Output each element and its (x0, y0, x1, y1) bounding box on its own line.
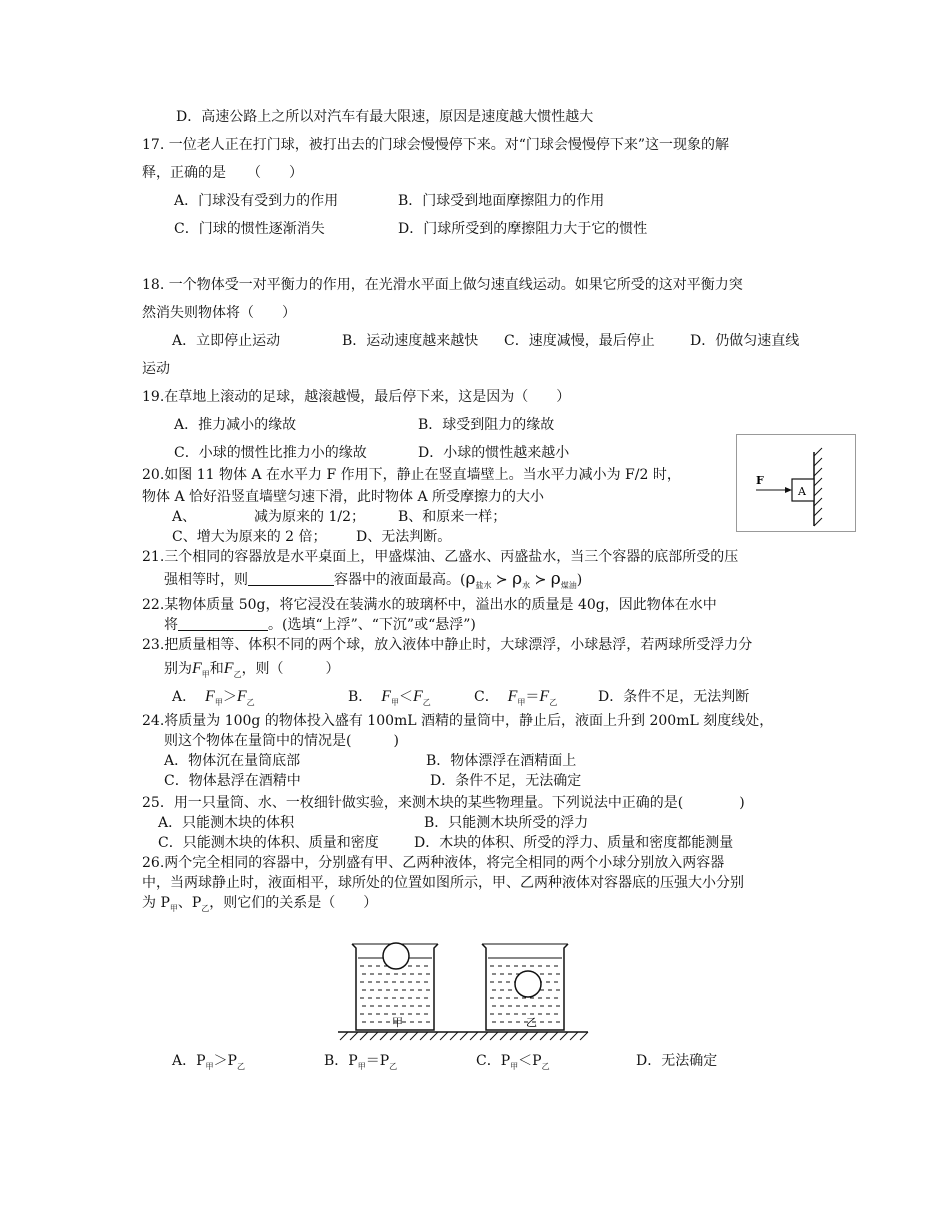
q23-option-a-label: A． (172, 689, 197, 705)
q22-stem-line1: 22.某物体质量 50g，将它浸没在装满水的玻璃杯中，溢出水的质量是 40g，因此物体在水中 (142, 597, 717, 613)
q22-text-pre: 将 (164, 617, 178, 633)
q23-sub-jia: 甲 (201, 670, 210, 679)
q23-op-eq: ＝ (525, 689, 540, 705)
q19-option-a: A．推力减小的缘故 (174, 417, 297, 433)
q18-option-d-cont: 运动 (142, 361, 170, 377)
q18-option-c: C．速度减慢，最后停止 (504, 333, 655, 349)
q26-sub-jia: 甲 (205, 1062, 214, 1071)
q26-text-mid: 、P (177, 895, 202, 911)
q19-option-c: C．小球的惯性比推力小的缘故 (174, 445, 367, 461)
q26-ground-hatch (340, 1032, 588, 1040)
q16-option-d: D．高速公路上之所以对汽车有最大限速，原因是速度越大惯性越大 (176, 109, 594, 125)
q17-stem-line2: 释，正确的是 （ ） (142, 165, 303, 181)
q26-option-b-pre: B．P (324, 1053, 358, 1069)
q23-stem-line1: 23.把质量相等、体积不同的两个球，放入液体中静止时，大球漂浮，小球悬浮，若两球所受浮力分 (142, 637, 753, 653)
q23-f-symbol: F (412, 688, 423, 705)
q25-stem: 25．用一只量筒、水、一枚细针做实验，来测木块的某些物理量。下列说法中正确的是( ) (142, 795, 745, 811)
q22-answer-blank[interactable] (178, 616, 268, 631)
q23-op-lt: ＜ (398, 689, 413, 705)
q26-sub-yi: 乙 (389, 1062, 398, 1071)
q26-sub-yi: 乙 (236, 1062, 245, 1071)
q18-option-a: A．立即停止运动 (172, 333, 281, 349)
q17-option-c: C．门球的惯性逐渐消失 (174, 221, 325, 237)
q23-and: 和 (209, 661, 224, 677)
q18-option-b: B．运动速度越来越快 (342, 333, 479, 349)
q21-stem-line2 (164, 570, 582, 595)
q26-beaker-yi (482, 944, 568, 1030)
q19-option-b: B．球受到阻力的缘故 (418, 417, 555, 433)
q26-ball-yi (515, 971, 541, 997)
q23-option-c (474, 688, 557, 712)
q26-stem-line3 (142, 894, 377, 918)
q23-f-symbol: F (507, 688, 518, 705)
q17-option-d: D．门球所受到的摩擦阻力大于它的惯性 (398, 221, 648, 237)
q23-f-symbol: F (539, 688, 550, 705)
q18-stem-line2: 然消失则物体将（ ） (142, 305, 296, 321)
q24-option-d: D．条件不足，无法确定 (430, 773, 582, 789)
q17-option-a: A．门球没有受到力的作用 (174, 193, 339, 209)
q23-sub-yi: 乙 (422, 698, 431, 707)
q26-stem-line1: 26.两个完全相同的容器中，分别盛有甲、乙两种液体，将完全相同的两个小球分别放入两容器 (142, 855, 725, 871)
q26-option-b-op: ＝P (365, 1053, 390, 1069)
q23-f-symbol: F (223, 660, 234, 677)
q23-sub-jia: 甲 (214, 698, 223, 707)
q25-option-c: C．只能测木块的体积、质量和密度 (158, 835, 379, 851)
q21-stem-line1: 21.三个相同的容器放是水平桌面上，甲盛煤油、乙盛水、丙盛盐水，当三个容器的底部所受的压 (142, 549, 739, 565)
q24-stem-line2: 则这个物体在量筒中的情况是( ) (164, 733, 399, 749)
q23-op-gt: ＞ (222, 689, 237, 705)
q23-sub-jia: 甲 (390, 698, 399, 707)
q21-rho-1: ρ (465, 569, 476, 589)
q20-option-c: C、增大为原来的 2 倍； (172, 529, 327, 545)
q26-option-c-pre: C．P (476, 1053, 511, 1069)
q23-f-symbol: F (381, 688, 391, 705)
q18-stem-line1: 18. 一个物体受一对平衡力的作用，在光滑水平面上做匀速直线运动。如果它所受的这对平衡力突 (142, 277, 743, 293)
q24-option-b: B．物体漂浮在酒精面上 (426, 753, 577, 769)
q23-sub-yi: 乙 (246, 698, 255, 707)
q20-option-d: D、无法判断。 (356, 529, 452, 545)
q25-option-b: B．只能测木块所受的浮力 (424, 815, 589, 831)
q26-stem-line2: 中，当两球静止时，液面相平，球所处的位置如图所示，甲、乙两种液体对容器底的压强大小分别 (142, 875, 744, 891)
q26-option-c-op: ＜P (518, 1053, 542, 1069)
q24-option-c: C．物体悬浮在酒精中 (164, 773, 301, 789)
q21-close: ) (576, 572, 583, 588)
q26-text-post: ，则它们的关系是（ ） (209, 895, 378, 911)
q26-label-yi: 乙 (526, 1016, 537, 1029)
q24-stem-line1: 24.将质量为 100g 的物体投入盛有 100mL 酒精的量筒中，静止后，液面上升到 200mL 刻度线处， (142, 713, 774, 729)
q18-option-d: D．仍做匀速直线 (690, 333, 800, 349)
q20-block-label: A (798, 485, 806, 498)
q20-option-a-label: A、 (172, 509, 197, 525)
q26-option-a-pre: A．P (172, 1053, 206, 1069)
q26-option-d: D．无法确定 (636, 1053, 718, 1069)
q23-f-symbol: F (192, 660, 202, 677)
q26-sub-yi: 乙 (201, 904, 210, 913)
q21-gt-2: ≻ (534, 572, 547, 588)
q26-figure (336, 936, 592, 1044)
q20-stem-line1: 20.如图 11 物体 A 在水平力 F 作用下，静止在竖直墙壁上。当水平力减小为 F/2 时， (142, 467, 681, 483)
q21-text-post: 容器中的液面最高。( (334, 572, 466, 588)
q23-sub-yi: 乙 (233, 670, 242, 679)
q23-sub-jia: 甲 (517, 698, 526, 707)
q23-option-a (172, 688, 255, 712)
q23-option-c-label: C． (474, 689, 499, 705)
q19-stem: 19.在草地上滚动的足球，越滚越慢，最后停下来，这是因为（ ） (142, 389, 571, 405)
q23-option-b-label: B． (348, 689, 373, 705)
q26-text-pre: 为 P (142, 895, 170, 911)
q21-rho-3: ρ (550, 569, 561, 589)
q20-option-b: B、和原来一样； (398, 509, 507, 525)
q22-stem-line2 (164, 616, 476, 634)
q24-option-a: A．物体沉在量筒底部 (164, 753, 301, 769)
q21-answer-blank[interactable] (248, 571, 334, 586)
q26-sub-jia: 甲 (169, 904, 178, 913)
q26-sub-jia: 甲 (510, 1062, 519, 1071)
q17-stem-line1: 17. 一位老人正在打门球，被打出去的门球会慢慢停下来。对“门球会慢慢停下来”这一现象的解 (142, 137, 730, 153)
q21-rho-2: ρ (512, 569, 523, 589)
q26-beaker-jia (352, 943, 438, 1030)
q23-option-b (348, 688, 431, 712)
q25-option-d: D．木块的体积、所受的浮力、质量和密度都能测量 (414, 835, 734, 851)
q23-f-symbol: F (205, 688, 215, 705)
q22-text-post: 。(选填“上浮”、“下沉”或“悬浮”) (268, 617, 476, 633)
q26-liquid-jia (360, 966, 432, 1022)
q23-stem-line2 (164, 660, 340, 684)
q23-text-post: ，则（ ） (241, 661, 340, 677)
q21-sub-kerosene: 煤油 (560, 581, 577, 590)
q25-option-a: A．只能测木块的体积 (158, 815, 295, 831)
q23-option-d: D．条件不足，无法判断 (598, 689, 750, 705)
q26-sub-yi: 乙 (541, 1062, 550, 1071)
q26-option-a-op: ＞P (213, 1053, 237, 1069)
q23-f-symbol: F (236, 688, 247, 705)
q26-option-a (172, 1052, 245, 1076)
q26-option-c (476, 1052, 550, 1076)
q20-stem-line2: 物体 A 恰好沿竖直墙壁匀速下滑，此时物体 A 所受摩擦力的大小 (142, 489, 545, 505)
q21-gt-1: ≻ (495, 572, 508, 588)
q19-option-d: D．小球的惯性越来越小 (418, 445, 570, 461)
q26-option-b (324, 1052, 397, 1076)
q21-sub-saltwater: 盐水 (475, 581, 492, 590)
q26-label-jia: 甲 (392, 1016, 403, 1029)
q26-sub-jia: 甲 (357, 1062, 366, 1071)
q20-option-a: 减为原来的 1/2； (254, 509, 365, 525)
q17-option-b: B．门球受到地面摩擦阻力的作用 (398, 193, 605, 209)
q23-text-pre: 别为 (164, 661, 192, 677)
q21-text-pre: 强相等时，则 (164, 572, 248, 588)
q21-sub-water: 水 (522, 581, 531, 590)
q23-sub-yi: 乙 (549, 698, 558, 707)
q26-ball-jia (383, 943, 409, 969)
q20-force-label: F (756, 474, 764, 487)
q20-figure (736, 434, 856, 532)
